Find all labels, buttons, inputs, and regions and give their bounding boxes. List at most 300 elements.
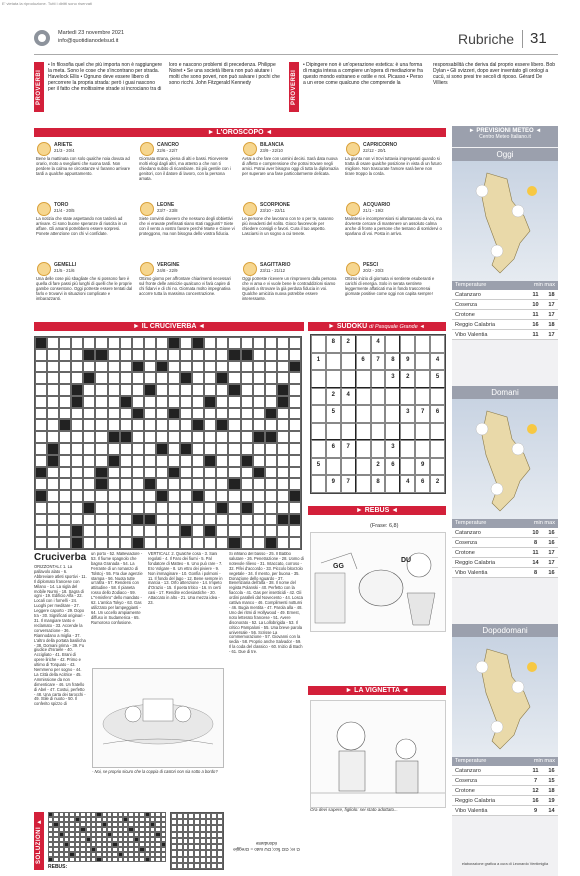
crossword-cell[interactable] — [216, 396, 228, 408]
crossword-cell[interactable] — [83, 419, 95, 431]
sudoku-cell[interactable] — [356, 388, 371, 406]
crossword-cell[interactable] — [265, 337, 277, 349]
sudoku-cell[interactable] — [311, 423, 326, 441]
crossword-cell[interactable] — [144, 431, 156, 443]
crossword-cell[interactable] — [108, 372, 120, 384]
crossword-cell[interactable] — [168, 372, 180, 384]
crossword-cell[interactable] — [265, 349, 277, 361]
crossword-cell[interactable] — [120, 349, 132, 361]
crossword-cell[interactable] — [120, 372, 132, 384]
crossword-cell[interactable] — [253, 502, 265, 514]
crossword-cell[interactable] — [132, 431, 144, 443]
crossword-cell[interactable] — [144, 502, 156, 514]
crossword-cell[interactable] — [83, 431, 95, 443]
crossword-cell[interactable] — [120, 525, 132, 537]
sudoku-cell[interactable] — [341, 458, 356, 476]
crossword-cell[interactable] — [108, 419, 120, 431]
sudoku-cell[interactable] — [371, 388, 386, 406]
crossword-cell[interactable] — [108, 478, 120, 490]
sudoku-cell[interactable]: 2 — [400, 370, 415, 388]
crossword-cell[interactable] — [216, 349, 228, 361]
crossword-cell[interactable] — [59, 443, 71, 455]
crossword-cell[interactable] — [204, 490, 216, 502]
crossword-cell[interactable] — [192, 455, 204, 467]
sudoku-cell[interactable] — [326, 353, 341, 371]
crossword-cell[interactable] — [59, 408, 71, 420]
sudoku-cell[interactable] — [356, 405, 371, 423]
crossword-cell[interactable] — [95, 431, 107, 443]
crossword-cell[interactable] — [241, 372, 253, 384]
crossword-cell[interactable] — [132, 455, 144, 467]
crossword-cell[interactable] — [228, 372, 240, 384]
crossword-cell[interactable] — [95, 490, 107, 502]
crossword-cell[interactable] — [156, 537, 168, 549]
crossword-cell[interactable] — [277, 349, 289, 361]
sudoku-cell[interactable]: 8 — [371, 475, 386, 493]
crossword-cell[interactable] — [180, 502, 192, 514]
crossword-cell[interactable] — [95, 514, 107, 526]
crossword-cell[interactable] — [120, 443, 132, 455]
crossword-cell[interactable] — [59, 502, 71, 514]
crossword-cell[interactable] — [59, 467, 71, 479]
crossword-cell[interactable] — [289, 443, 301, 455]
crossword-cell[interactable] — [35, 349, 47, 361]
crossword-cell[interactable] — [253, 419, 265, 431]
sudoku-cell[interactable]: 9 — [326, 475, 341, 493]
crossword-cell[interactable] — [228, 467, 240, 479]
sudoku-cell[interactable]: 3 — [400, 405, 415, 423]
sudoku-cell[interactable] — [400, 388, 415, 406]
crossword-cell[interactable] — [289, 408, 301, 420]
crossword-cell[interactable] — [228, 490, 240, 502]
crossword-cell[interactable] — [216, 525, 228, 537]
crossword-cell[interactable] — [95, 419, 107, 431]
crossword-cell[interactable] — [228, 396, 240, 408]
crossword-cell[interactable] — [132, 396, 144, 408]
crossword-cell[interactable] — [71, 361, 83, 373]
sudoku-cell[interactable]: 3 — [385, 370, 400, 388]
crossword-cell[interactable] — [192, 478, 204, 490]
crossword-cell[interactable] — [83, 337, 95, 349]
sudoku-cell[interactable]: 6 — [356, 353, 371, 371]
sudoku-cell[interactable] — [400, 458, 415, 476]
crossword-cell[interactable] — [95, 443, 107, 455]
crossword-cell[interactable] — [277, 537, 289, 549]
crossword-cell[interactable] — [228, 455, 240, 467]
crossword-cell[interactable] — [35, 372, 47, 384]
crossword-cell[interactable] — [168, 525, 180, 537]
crossword-cell[interactable] — [156, 502, 168, 514]
crossword-cell[interactable] — [83, 408, 95, 420]
crossword-cell[interactable] — [47, 502, 59, 514]
crossword-cell[interactable] — [253, 337, 265, 349]
crossword-cell[interactable] — [253, 372, 265, 384]
crossword-cell[interactable] — [95, 372, 107, 384]
crossword-cell[interactable] — [204, 372, 216, 384]
sudoku-cell[interactable] — [385, 423, 400, 441]
crossword-cell[interactable] — [144, 361, 156, 373]
crossword-cell[interactable] — [216, 514, 228, 526]
crossword-cell[interactable] — [265, 361, 277, 373]
crossword-cell[interactable] — [144, 396, 156, 408]
sudoku-cell[interactable] — [356, 458, 371, 476]
sudoku-cell[interactable] — [371, 440, 386, 458]
crossword-cell[interactable] — [120, 337, 132, 349]
crossword-cell[interactable] — [216, 408, 228, 420]
crossword-cell[interactable] — [265, 372, 277, 384]
crossword-cell[interactable] — [192, 349, 204, 361]
sudoku-cell[interactable]: 7 — [341, 440, 356, 458]
crossword-cell[interactable] — [216, 478, 228, 490]
crossword-cell[interactable] — [168, 443, 180, 455]
crossword-cell[interactable] — [204, 467, 216, 479]
crossword-cell[interactable] — [83, 537, 95, 549]
crossword-cell[interactable] — [59, 384, 71, 396]
crossword-cell[interactable] — [120, 361, 132, 373]
crossword-cell[interactable] — [204, 514, 216, 526]
crossword-cell[interactable] — [144, 408, 156, 420]
crossword-cell[interactable] — [180, 455, 192, 467]
crossword-cell[interactable] — [204, 431, 216, 443]
crossword-cell[interactable] — [289, 419, 301, 431]
crossword-cell[interactable] — [156, 349, 168, 361]
crossword-cell[interactable] — [180, 337, 192, 349]
crossword-cell[interactable] — [277, 431, 289, 443]
crossword-cell[interactable] — [35, 525, 47, 537]
crossword-cell[interactable] — [35, 361, 47, 373]
crossword-cell[interactable] — [59, 337, 71, 349]
sudoku-cell[interactable] — [326, 370, 341, 388]
sudoku-cell[interactable]: 2 — [371, 458, 386, 476]
crossword-cell[interactable] — [168, 419, 180, 431]
sudoku-cell[interactable] — [371, 423, 386, 441]
sudoku-cell[interactable]: 2 — [341, 335, 356, 353]
crossword-cell[interactable] — [132, 467, 144, 479]
crossword-cell[interactable] — [156, 455, 168, 467]
crossword-cell[interactable] — [228, 337, 240, 349]
crossword-cell[interactable] — [253, 349, 265, 361]
crossword-cell[interactable] — [168, 349, 180, 361]
crossword-cell[interactable] — [120, 514, 132, 526]
crossword-cell[interactable] — [108, 467, 120, 479]
crossword-cell[interactable] — [265, 443, 277, 455]
crossword-cell[interactable] — [35, 384, 47, 396]
crossword-cell[interactable] — [132, 419, 144, 431]
sudoku-cell[interactable] — [356, 370, 371, 388]
crossword-cell[interactable] — [180, 478, 192, 490]
crossword-cell[interactable] — [168, 431, 180, 443]
crossword-cell[interactable] — [35, 419, 47, 431]
sudoku-cell[interactable] — [385, 388, 400, 406]
crossword-cell[interactable] — [289, 431, 301, 443]
crossword-cell[interactable] — [59, 396, 71, 408]
crossword-cell[interactable] — [47, 337, 59, 349]
crossword-cell[interactable] — [289, 384, 301, 396]
crossword-cell[interactable] — [192, 408, 204, 420]
crossword-cell[interactable] — [120, 537, 132, 549]
crossword-cell[interactable] — [253, 396, 265, 408]
crossword-cell[interactable] — [168, 502, 180, 514]
crossword-cell[interactable] — [289, 537, 301, 549]
crossword-cell[interactable] — [265, 419, 277, 431]
crossword-cell[interactable] — [277, 443, 289, 455]
crossword-cell[interactable] — [192, 502, 204, 514]
crossword-cell[interactable] — [47, 525, 59, 537]
crossword-cell[interactable] — [95, 408, 107, 420]
crossword-cell[interactable] — [47, 467, 59, 479]
sudoku-cell[interactable] — [341, 405, 356, 423]
crossword-cell[interactable] — [192, 467, 204, 479]
crossword-cell[interactable] — [83, 443, 95, 455]
crossword-cell[interactable] — [132, 525, 144, 537]
crossword-cell[interactable] — [204, 478, 216, 490]
sudoku-cell[interactable] — [400, 423, 415, 441]
crossword-cell[interactable] — [71, 478, 83, 490]
sudoku-cell[interactable] — [341, 370, 356, 388]
crossword-cell[interactable] — [71, 337, 83, 349]
crossword-cell[interactable] — [168, 455, 180, 467]
crossword-cell[interactable] — [253, 443, 265, 455]
crossword-cell[interactable] — [59, 514, 71, 526]
crossword-cell[interactable] — [241, 467, 253, 479]
crossword-cell[interactable] — [216, 455, 228, 467]
crossword-cell[interactable] — [180, 419, 192, 431]
crossword-cell[interactable] — [277, 372, 289, 384]
sudoku-cell[interactable] — [371, 370, 386, 388]
crossword-cell[interactable] — [47, 478, 59, 490]
crossword-cell[interactable] — [47, 537, 59, 549]
sudoku-cell[interactable] — [400, 335, 415, 353]
crossword-cell[interactable] — [156, 525, 168, 537]
sudoku-cell[interactable] — [415, 440, 430, 458]
sudoku-cell[interactable] — [400, 440, 415, 458]
sudoku-cell[interactable] — [430, 388, 445, 406]
crossword-cell[interactable] — [265, 455, 277, 467]
crossword-cell[interactable] — [156, 384, 168, 396]
crossword-cell[interactable] — [168, 478, 180, 490]
crossword-cell[interactable] — [204, 337, 216, 349]
crossword-cell[interactable] — [192, 361, 204, 373]
crossword-cell[interactable] — [71, 408, 83, 420]
sudoku-cell[interactable]: 7 — [341, 475, 356, 493]
crossword-cell[interactable] — [180, 349, 192, 361]
sudoku-cell[interactable] — [385, 335, 400, 353]
crossword-cell[interactable] — [204, 419, 216, 431]
crossword-cell[interactable] — [253, 408, 265, 420]
crossword-cell[interactable] — [216, 361, 228, 373]
crossword-cell[interactable] — [289, 337, 301, 349]
crossword-cell[interactable] — [59, 478, 71, 490]
crossword-cell[interactable] — [108, 384, 120, 396]
sudoku-cell[interactable] — [415, 388, 430, 406]
crossword-cell[interactable] — [253, 455, 265, 467]
crossword-cell[interactable] — [228, 443, 240, 455]
crossword-cell[interactable] — [180, 514, 192, 526]
crossword-cell[interactable] — [71, 514, 83, 526]
crossword-cell[interactable] — [47, 361, 59, 373]
crossword-cell[interactable] — [35, 443, 47, 455]
crossword-cell[interactable] — [108, 537, 120, 549]
crossword-cell[interactable] — [204, 408, 216, 420]
sudoku-cell[interactable] — [311, 405, 326, 423]
crossword-cell[interactable] — [144, 467, 156, 479]
sudoku-cell[interactable]: 8 — [385, 353, 400, 371]
crossword-cell[interactable] — [204, 502, 216, 514]
crossword-cell[interactable] — [156, 514, 168, 526]
crossword-cell[interactable] — [108, 490, 120, 502]
crossword-cell[interactable] — [253, 384, 265, 396]
crossword-cell[interactable] — [108, 408, 120, 420]
sudoku-cell[interactable] — [385, 405, 400, 423]
crossword-cell[interactable] — [108, 337, 120, 349]
sudoku-cell[interactable] — [341, 423, 356, 441]
crossword-cell[interactable] — [192, 537, 204, 549]
crossword-cell[interactable] — [156, 372, 168, 384]
sudoku-cell[interactable]: 5 — [430, 370, 445, 388]
crossword-cell[interactable] — [228, 431, 240, 443]
crossword-cell[interactable] — [204, 384, 216, 396]
sudoku-cell[interactable] — [326, 458, 341, 476]
crossword-cell[interactable] — [71, 490, 83, 502]
crossword-cell[interactable] — [253, 490, 265, 502]
crossword-cell[interactable] — [120, 502, 132, 514]
crossword-cell[interactable] — [277, 490, 289, 502]
crossword-cell[interactable] — [144, 525, 156, 537]
crossword-cell[interactable] — [108, 349, 120, 361]
sudoku-cell[interactable]: 7 — [371, 353, 386, 371]
sudoku-cell[interactable] — [311, 370, 326, 388]
crossword-cell[interactable] — [83, 467, 95, 479]
sudoku-cell[interactable] — [430, 440, 445, 458]
crossword-cell[interactable] — [204, 443, 216, 455]
sudoku-cell[interactable]: 8 — [326, 335, 341, 353]
crossword-cell[interactable] — [156, 478, 168, 490]
crossword-cell[interactable] — [120, 455, 132, 467]
crossword-cell[interactable] — [156, 419, 168, 431]
sudoku-cell[interactable]: 5 — [326, 405, 341, 423]
crossword-cell[interactable] — [120, 478, 132, 490]
crossword-cell[interactable] — [71, 431, 83, 443]
crossword-cell[interactable] — [277, 478, 289, 490]
sudoku-cell[interactable]: 5 — [311, 458, 326, 476]
crossword-cell[interactable] — [241, 478, 253, 490]
crossword-cell[interactable] — [265, 396, 277, 408]
crossword-cell[interactable] — [59, 525, 71, 537]
crossword-cell[interactable] — [168, 384, 180, 396]
crossword-cell[interactable] — [180, 537, 192, 549]
crossword-cell[interactable] — [168, 396, 180, 408]
crossword-cell[interactable] — [95, 455, 107, 467]
sudoku-cell[interactable] — [341, 353, 356, 371]
crossword-cell[interactable] — [241, 384, 253, 396]
crossword-cell[interactable] — [83, 361, 95, 373]
crossword-cell[interactable] — [168, 490, 180, 502]
crossword-cell[interactable] — [241, 537, 253, 549]
crossword-cell[interactable] — [108, 443, 120, 455]
crossword-cell[interactable] — [132, 502, 144, 514]
crossword-cell[interactable] — [144, 443, 156, 455]
sudoku-cell[interactable]: 6 — [430, 405, 445, 423]
crossword-cell[interactable] — [289, 349, 301, 361]
crossword-cell[interactable] — [228, 419, 240, 431]
crossword-cell[interactable] — [277, 467, 289, 479]
sudoku-cell[interactable]: 2 — [326, 388, 341, 406]
sudoku-cell[interactable] — [311, 475, 326, 493]
crossword-cell[interactable] — [265, 502, 277, 514]
crossword-cell[interactable] — [95, 396, 107, 408]
crossword-cell[interactable] — [180, 408, 192, 420]
crossword-cell[interactable] — [144, 490, 156, 502]
crossword-cell[interactable] — [132, 337, 144, 349]
sudoku-cell[interactable] — [430, 423, 445, 441]
crossword-cell[interactable] — [241, 361, 253, 373]
crossword-cell[interactable] — [83, 514, 95, 526]
crossword-cell[interactable] — [228, 408, 240, 420]
crossword-cell[interactable] — [132, 372, 144, 384]
crossword-cell[interactable] — [144, 349, 156, 361]
crossword-cell[interactable] — [83, 490, 95, 502]
crossword-cell[interactable] — [277, 419, 289, 431]
sudoku-cell[interactable]: 6 — [415, 475, 430, 493]
crossword-cell[interactable] — [47, 490, 59, 502]
sudoku-cell[interactable]: 9 — [400, 353, 415, 371]
crossword-cell[interactable] — [253, 478, 265, 490]
crossword-cell[interactable] — [289, 396, 301, 408]
sudoku-cell[interactable] — [415, 370, 430, 388]
crossword-cell[interactable] — [83, 525, 95, 537]
crossword-cell[interactable] — [216, 384, 228, 396]
crossword-cell[interactable] — [228, 502, 240, 514]
crossword-cell[interactable] — [71, 349, 83, 361]
crossword-cell[interactable] — [71, 467, 83, 479]
crossword-cell[interactable] — [253, 525, 265, 537]
crossword-cell[interactable] — [180, 467, 192, 479]
crossword-cell[interactable] — [95, 361, 107, 373]
crossword-cell[interactable] — [83, 384, 95, 396]
crossword-cell[interactable] — [59, 361, 71, 373]
sudoku-cell[interactable]: 3 — [385, 440, 400, 458]
crossword-cell[interactable] — [59, 490, 71, 502]
crossword-cell[interactable] — [289, 372, 301, 384]
crossword-cell[interactable] — [59, 537, 71, 549]
crossword-cell[interactable] — [132, 349, 144, 361]
crossword-cell[interactable] — [71, 443, 83, 455]
crossword-cell[interactable] — [120, 384, 132, 396]
crossword-cell[interactable] — [59, 455, 71, 467]
crossword-cell[interactable] — [35, 396, 47, 408]
crossword-cell[interactable] — [35, 478, 47, 490]
sudoku-cell[interactable] — [311, 335, 326, 353]
sudoku-cell[interactable]: 9 — [415, 458, 430, 476]
sudoku-cell[interactable] — [311, 388, 326, 406]
crossword-cell[interactable] — [95, 525, 107, 537]
crossword-cell[interactable] — [144, 419, 156, 431]
crossword-cell[interactable] — [120, 467, 132, 479]
crossword-cell[interactable] — [265, 478, 277, 490]
crossword-cell[interactable] — [168, 514, 180, 526]
crossword-cell[interactable] — [35, 455, 47, 467]
crossword-cell[interactable] — [144, 372, 156, 384]
crossword-cell[interactable] — [204, 537, 216, 549]
crossword-cell[interactable] — [35, 537, 47, 549]
sudoku-cell[interactable] — [415, 423, 430, 441]
crossword-cell[interactable] — [83, 478, 95, 490]
sudoku-cell[interactable]: 4 — [341, 388, 356, 406]
crossword-cell[interactable] — [47, 396, 59, 408]
sudoku-cell[interactable]: 4 — [400, 475, 415, 493]
crossword-cell[interactable] — [132, 490, 144, 502]
crossword-cell[interactable] — [277, 337, 289, 349]
